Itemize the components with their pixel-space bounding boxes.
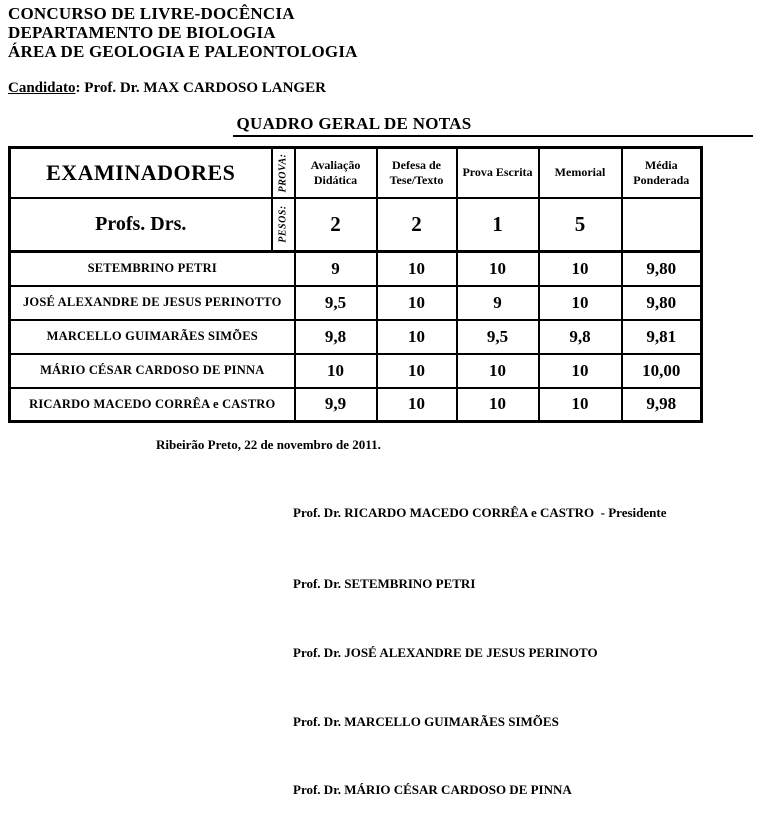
weights-row [10, 198, 702, 252]
score-cell: 10 [539, 388, 622, 422]
grades-table [8, 146, 703, 423]
page-title: QUADRO GERAL DE NOTAS [236, 114, 472, 133]
score-cell: 10 [539, 286, 622, 320]
score-cell: 10 [457, 354, 539, 388]
score-cell: 10 [295, 354, 377, 388]
average-cell: 10,00 [622, 354, 702, 388]
score-cell: 10 [539, 354, 622, 388]
score-cell: 10 [377, 320, 457, 354]
prova-rotated-label: PROVA: [277, 153, 289, 193]
score-cell: 9,5 [295, 286, 377, 320]
score-cell: 10 [377, 388, 457, 422]
table-row [10, 320, 702, 354]
average-cell: 9,81 [622, 320, 702, 354]
score-cell: 10 [539, 252, 622, 286]
pesos-label-cell [272, 198, 295, 252]
score-cell: 9,8 [295, 320, 377, 354]
average-cell: 9,80 [622, 252, 702, 286]
score-cell: 10 [457, 388, 539, 422]
score-cell: 9,8 [539, 320, 622, 354]
average-cell: 9,98 [622, 388, 702, 422]
table-row [10, 388, 702, 422]
score-cell: 9,5 [457, 320, 539, 354]
candidate-line [8, 80, 326, 97]
table-row [10, 354, 702, 388]
candidate-label: Candidato [8, 80, 76, 96]
signature-line-petri: Prof. Dr. SETEMBRINO PETRI [293, 576, 476, 591]
examiner-name-cell: MARCELLO GUIMARÃES SIMÕES [10, 320, 295, 354]
pesos-rotated-label: PESOS: [277, 205, 289, 243]
examiner-name-cell: RICARDO MACEDO CORRÊA e CASTRO [10, 388, 295, 422]
score-cell: 10 [377, 286, 457, 320]
examiner-name-cell: JOSÉ ALEXANDRE DE JESUS PERINOTTO [10, 286, 295, 320]
signature-line-perinoto: Prof. Dr. JOSÉ ALEXANDRE DE JESUS PERINOTO [293, 645, 598, 660]
column-header-media-ponderada: Média Ponderada [622, 148, 702, 198]
weight-cell: 1 [457, 198, 539, 252]
weight-cell: 2 [377, 198, 457, 252]
score-cell: 9,9 [295, 388, 377, 422]
examiner-name-cell: MÁRIO CÉSAR CARDOSO DE PINNA [10, 354, 295, 388]
signature-line-presidente: Prof. Dr. RICARDO MACEDO CORRÊA e CASTRO - Presidente [293, 505, 667, 520]
score-cell: 10 [457, 252, 539, 286]
horizontal-rule [233, 135, 753, 137]
column-header-defesa-tese: Defesa de Tese/Texto [377, 148, 457, 198]
document-header [8, 4, 358, 61]
weight-cell: 5 [539, 198, 622, 252]
column-header-prova-escrita: Prova Escrita [457, 148, 539, 198]
header-line-2: DEPARTAMENTO DE BIOLOGIA [8, 23, 276, 42]
prova-label-cell [272, 148, 295, 198]
column-header-memorial: Memorial [539, 148, 622, 198]
score-cell: 10 [377, 354, 457, 388]
header-line-1: CONCURSO DE LIVRE-DOCÊNCIA [8, 4, 295, 23]
table-row [10, 252, 702, 286]
profs-drs-cell: Profs. Drs. [10, 198, 272, 252]
table-header-row [10, 148, 702, 198]
table-row [10, 286, 702, 320]
score-cell: 10 [377, 252, 457, 286]
signature-line-simoes: Prof. Dr. MARCELLO GUIMARÃES SIMÕES [293, 714, 559, 729]
score-cell: 9 [295, 252, 377, 286]
candidate-name: : Prof. Dr. MAX CARDOSO LANGER [75, 80, 326, 96]
weight-cell [622, 198, 702, 252]
date-line: Ribeirão Preto, 22 de novembro de 2011. [156, 437, 381, 452]
examiner-name-cell: SETEMBRINO PETRI [10, 252, 295, 286]
weight-cell: 2 [295, 198, 377, 252]
examiners-header-cell: EXAMINADORES [10, 148, 272, 198]
header-line-3: ÁREA DE GEOLOGIA E PALEONTOLOGIA [8, 42, 358, 61]
score-cell: 9 [457, 286, 539, 320]
signature-line-pinna: Prof. Dr. MÁRIO CÉSAR CARDOSO DE PINNA [293, 782, 572, 797]
average-cell: 9,80 [622, 286, 702, 320]
column-header-avaliacao-didatica: Avaliação Didática [295, 148, 377, 198]
